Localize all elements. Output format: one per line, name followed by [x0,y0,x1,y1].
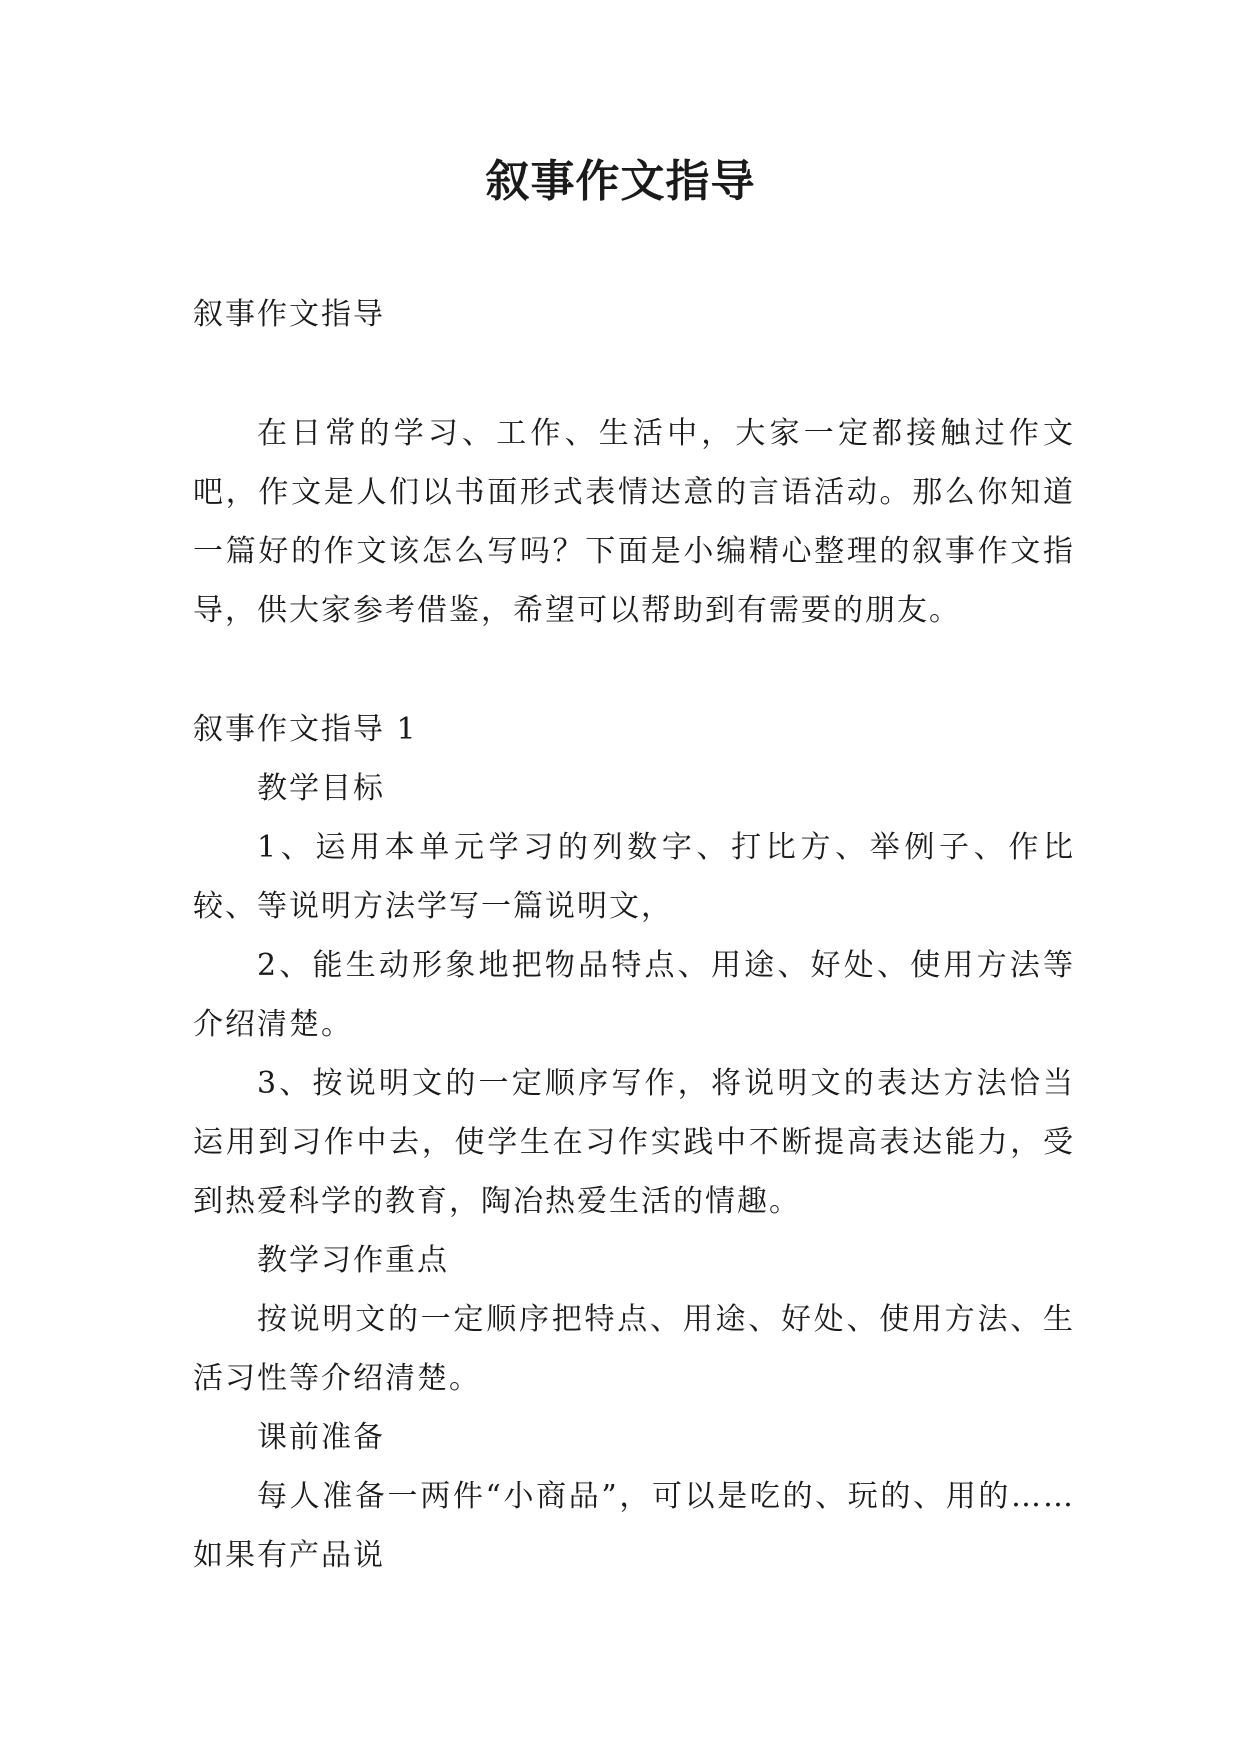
preparation-paragraph: 每人准备一两件“小商品”，可以是吃的、玩的、用的……如果有产品说 [193,1479,1075,1573]
subheading-teaching-goals: 教学目标 [257,771,385,806]
intro-paragraph: 在日常的学习、工作、生活中，大家一定都接触过作文吧，作文是人们以书面形式表情达意的言语活动。那么你知道一篇好的作文该怎么写吗？下面是小编精心整理的叙事作文指导，供大家参考借鉴，希望可以帮助到有需要的朋友。 [193,416,1075,628]
document-title: 叙事作文指导 [485,156,756,207]
goal-item-2: 2、能生动形象地把物品特点、用途、好处、使用方法等介绍清楚。 [193,948,1075,1042]
subheading-key-points: 教学习作重点 [257,1243,449,1278]
goal-item-1: 1、运用本单元学习的列数字、打比方、举例子、作比较、等说明方法学写一篇说明文， [193,830,1075,924]
document-body [193,285,1075,1585]
subheading-preparation: 课前准备 [257,1420,385,1455]
key-points-paragraph: 按说明文的一定顺序把特点、用途、好处、使用方法、生活习性等介绍清楚。 [193,1302,1075,1396]
section-heading: 叙事作文指导 1 [193,712,418,747]
subtitle-paragraph: 叙事作文指导 [193,297,385,332]
goal-item-3: 3、按说明文的一定顺序写作，将说明文的表达方法恰当运用到习作中去，使学生在习作实践中不断提高表达能力，受到热爱科学的教育，陶冶热爱生活的情趣。 [193,1066,1075,1219]
